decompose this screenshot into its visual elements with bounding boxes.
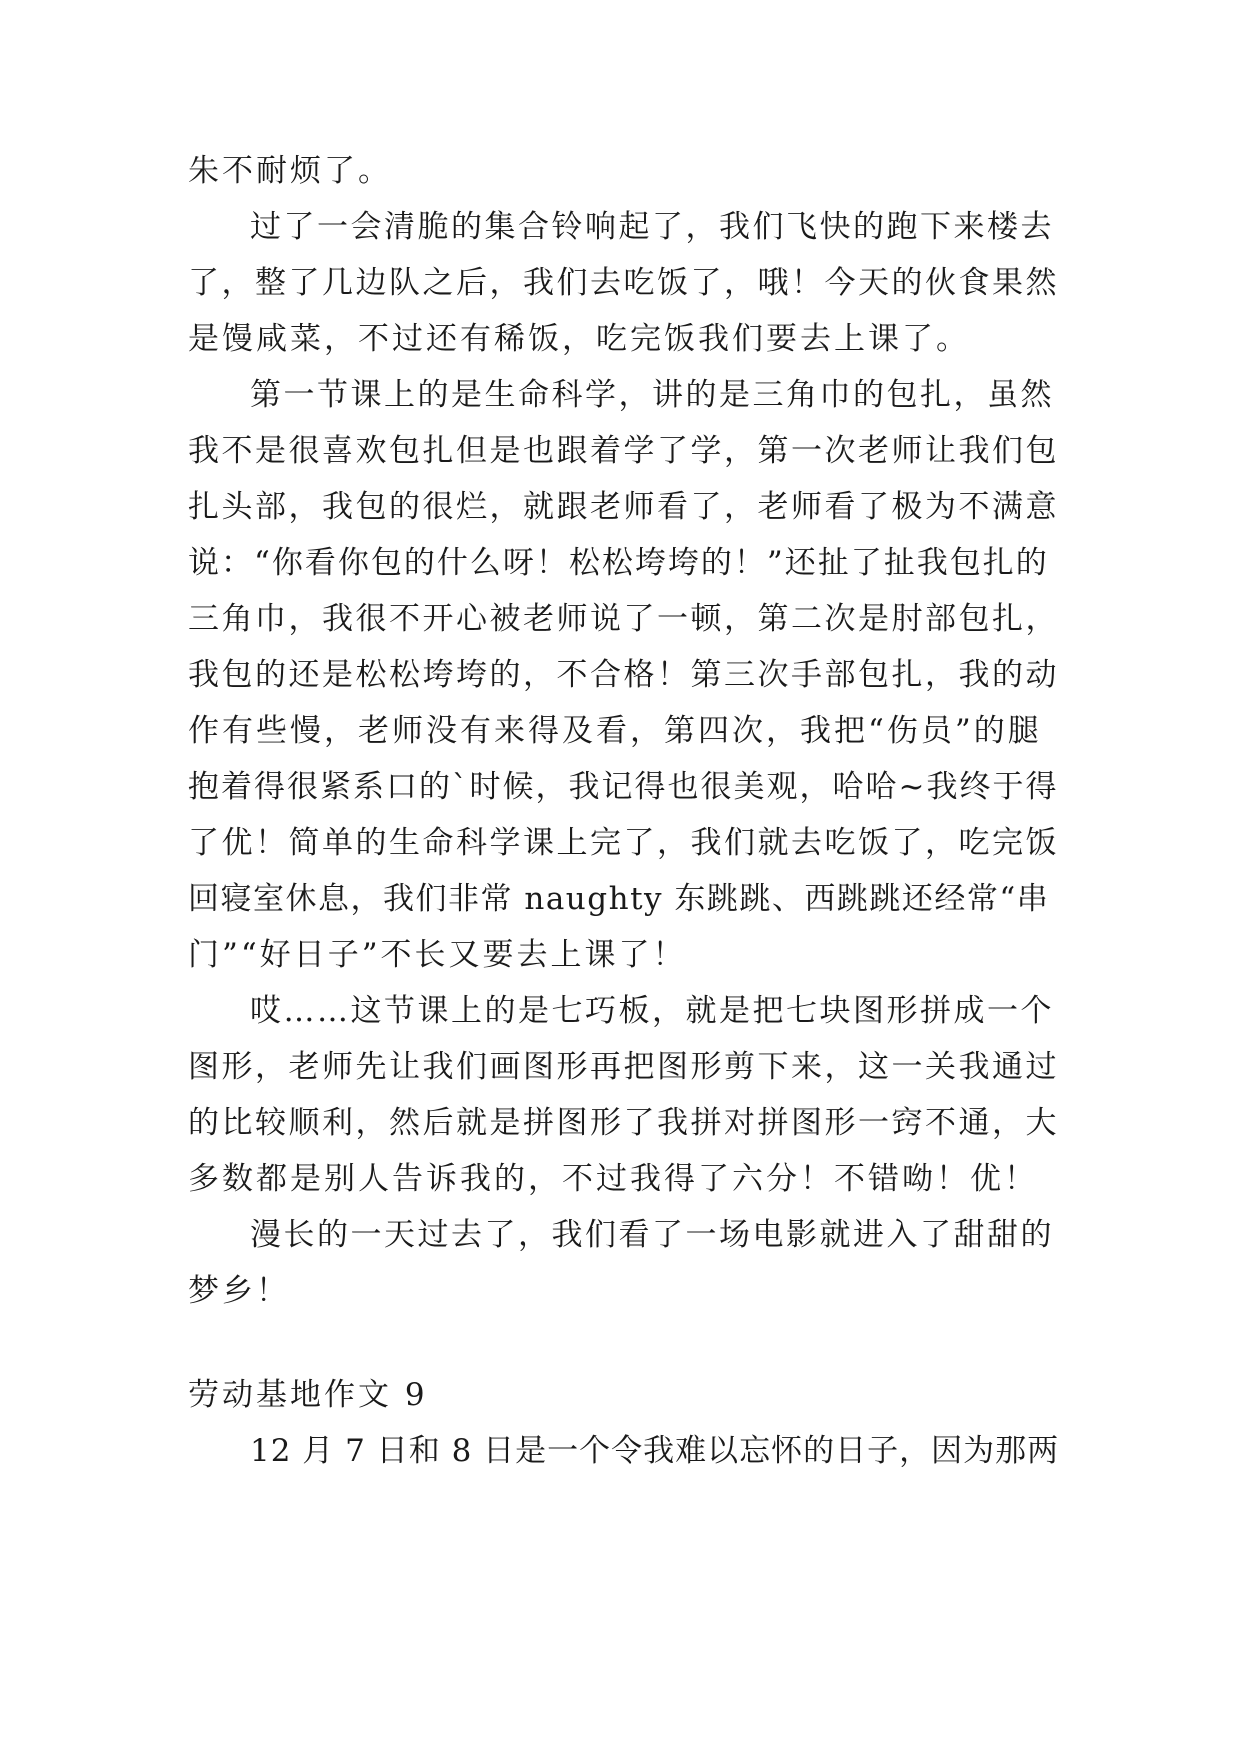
text-line: 三角巾，我很不开心被老师说了一顿，第二次是肘部包扎， [188, 601, 1059, 637]
paragraph-first-line: 第一节课上的是生命科学，讲的是三角巾的包扎，虽然 [250, 377, 1054, 413]
text-line: 门”“好日子”不长又要去上课了！ [188, 937, 687, 973]
paragraph-first-line: 哎……这节课上的是七巧板，就是把七块图形拼成一个 [250, 993, 1054, 1029]
paragraph-first-line: 漫长的一天过去了，我们看了一场电影就进入了甜甜的 [250, 1217, 1054, 1253]
text-line: 说：“你看你包的什么呀！松松垮垮的！”还扯了扯我包扎的 [188, 545, 1049, 581]
text-line: 是馒咸菜，不过还有稀饭，吃完饭我们要去上课了。 [188, 321, 970, 357]
paragraph-first-line: 12 月 7 日和 8 日是一个令我难以忘怀的日子，因为那两 [250, 1433, 1060, 1469]
section-heading: 劳动基地作文 9 [188, 1377, 428, 1413]
text-line: 抱着得很紧系口的`时候，我记得也很美观，哈哈~我终于得 [188, 769, 1059, 805]
text-line: 朱不耐烦了。 [188, 153, 392, 189]
text-line: 作有些慢，老师没有来得及看，第四次，我把“伤员”的腿 [188, 713, 1042, 749]
text-line: 的比较顺利，然后就是拼图形了我拼对拼图形一窍不通，大 [188, 1105, 1059, 1141]
text-line: 图形，老师先让我们画图形再把图形剪下来，这一关我通过 [188, 1049, 1059, 1085]
text-line: 了优！简单的生命科学课上完了，我们就去吃饭了，吃完饭 [188, 825, 1059, 861]
text-line: 我包的还是松松垮垮的，不合格！第三次手部包扎，我的动 [188, 657, 1059, 693]
paragraph-first-line: 过了一会清脆的集合铃响起了，我们飞快的跑下来楼去 [250, 209, 1054, 245]
text-line: 了，整了几边队之后，我们去吃饭了，哦！今天的伙食果然 [188, 265, 1059, 301]
text-line: 多数都是别人告诉我的，不过我得了六分！不错呦！优！ [188, 1161, 1038, 1197]
text-line: 梦乡！ [188, 1273, 290, 1309]
text-line: 扎头部，我包的很烂，就跟老师看了，老师看了极为不满意 [188, 489, 1059, 525]
text-line: 我不是很喜欢包扎但是也跟着学了学，第一次老师让我们包 [188, 433, 1059, 469]
text-line: 回寝室休息，我们非常 naughty 东跳跳、西跳跳还经常“串 [188, 881, 1050, 917]
